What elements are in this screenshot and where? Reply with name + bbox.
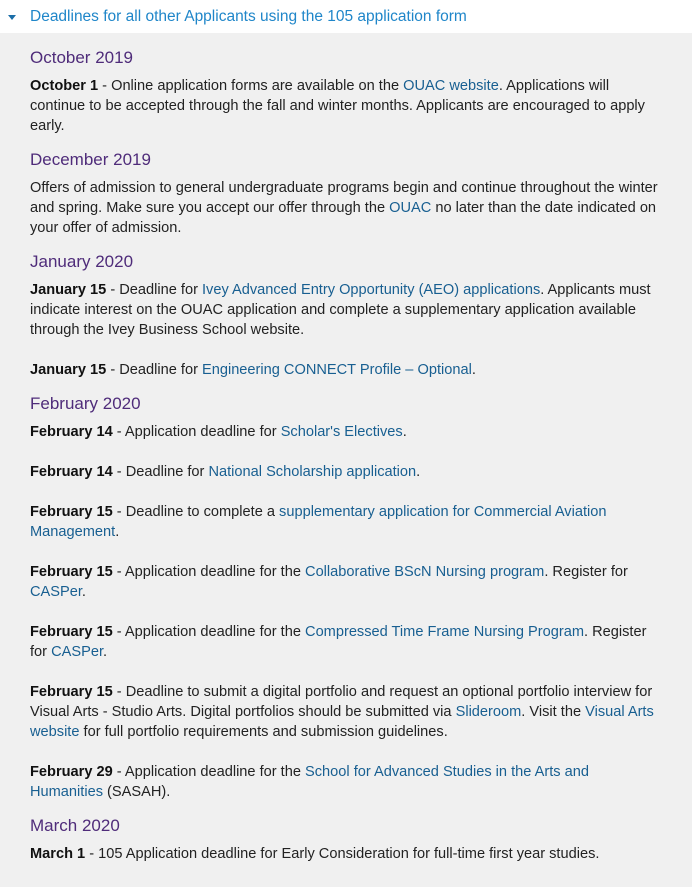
deadline-entry (30, 462, 664, 482)
entry-text: - Online application forms are available on the (98, 78, 404, 94)
deadline-date: February 14 (30, 464, 113, 480)
casper-link[interactable]: CASPer (51, 644, 104, 660)
month-heading: December 2019 (30, 150, 151, 169)
entry-text: - Application deadline for the (112, 624, 306, 640)
deadline-date: March 1 (30, 846, 86, 862)
deadline-date: February 15 (30, 504, 113, 520)
entry-text: . Applications will continue to be accepted through the fall and winter months. Applicants are encouraged to apply early. (30, 78, 645, 134)
deadline-date: February 15 (30, 684, 113, 700)
month-section-february-2020 (30, 393, 664, 802)
month-section-march-2020 (30, 815, 664, 864)
entry-text: - Deadline to submit a digital portfolio and request an optional portfolio interview for Visual Arts - Studio Arts. Digital portfolios should be submitted via (30, 684, 653, 720)
ivey-advanced-entry-opportunity-aeo-applications-link[interactable]: Ivey Advanced Entry Opportunity (AEO) applications (201, 282, 541, 298)
scholar-s-electives-link[interactable]: Scholar's Electives (280, 424, 403, 440)
entry-text: - Deadline to complete a (112, 504, 280, 520)
collaborative-bscn-nursing-program-link[interactable]: Collaborative BScN Nursing program (305, 564, 545, 580)
deadline-entry (30, 562, 664, 602)
entry-text: . Register for (544, 564, 628, 580)
entry-text: . Visit the (521, 704, 586, 720)
accordion-header[interactable] (0, 0, 692, 33)
month-heading: March 2020 (30, 816, 120, 835)
national-scholarship-application-link[interactable]: National Scholarship application (208, 464, 417, 480)
entry-text: - Deadline for (106, 282, 202, 298)
month-section-december-2019 (30, 149, 664, 238)
engineering-connect-profile-optional-link[interactable]: Engineering CONNECT Profile – Optional (201, 362, 472, 378)
entry-text: - Deadline for (112, 464, 209, 480)
entry-text: . (81, 584, 86, 600)
entry-text: . (471, 362, 476, 378)
deadline-date: October 1 (30, 78, 99, 94)
deadline-entry (30, 280, 664, 340)
deadline-date: February 29 (30, 764, 113, 780)
accordion-header-label: Deadlines for all other Applicants using the 105 application form (30, 7, 467, 25)
deadline-entry (30, 502, 664, 542)
entry-text: - Deadline for (106, 362, 202, 378)
month-section-october-2019 (30, 47, 664, 136)
school-for-advanced-studies-in-the-arts-and-humanities-link[interactable]: School for Advanced Studies in the Arts and Humanities (30, 764, 589, 800)
deadlines-panel (0, 33, 692, 887)
deadline-date: February 15 (30, 624, 113, 640)
deadline-date: January 15 (30, 362, 107, 378)
casper-link[interactable]: CASPer (30, 584, 82, 600)
entry-text: . (103, 644, 108, 660)
month-heading: February 2020 (30, 394, 141, 413)
deadline-entry (30, 178, 664, 238)
month-heading: January 2020 (30, 252, 134, 271)
entry-text: - 105 Application deadline for Early Consideration for full-time first year studies. (85, 846, 600, 862)
deadline-entry (30, 622, 664, 662)
ouac-link[interactable]: OUAC (389, 200, 432, 216)
entry-text: no later than the date indicated on your offer of admission. (30, 200, 657, 236)
supplementary-application-for-commercial-aviation-management-link[interactable]: supplementary application for Commercial Aviation Management (30, 504, 607, 540)
entry-text: for full portfolio requirements and submission guidelines. (79, 724, 448, 740)
visual-arts-website-link[interactable]: Visual Arts website (30, 704, 654, 740)
deadline-date: January 15 (30, 282, 107, 298)
deadline-entry (30, 76, 664, 136)
entry-text: . (402, 424, 407, 440)
entry-text: - Application deadline for (112, 424, 281, 440)
deadline-entry (30, 422, 664, 442)
entry-text: - Application deadline for the (112, 564, 306, 580)
caret-down-icon (8, 15, 16, 20)
entry-text: . (115, 524, 120, 540)
entry-text: . (416, 464, 421, 480)
slideroom-link[interactable]: Slideroom (455, 704, 522, 720)
deadline-entry (30, 762, 664, 802)
deadline-entry (30, 682, 664, 742)
ouac-website-link[interactable]: OUAC website (403, 78, 499, 94)
entry-text: . Applicants must indicate interest on the OUAC application and complete a supplementary application available through the Ivey Business School website. (30, 282, 651, 338)
deadline-date: February 14 (30, 424, 113, 440)
entry-text: (SASAH). (103, 784, 171, 800)
deadline-entry (30, 360, 664, 380)
deadline-date: February 15 (30, 564, 113, 580)
entry-text: - Application deadline for the (112, 764, 306, 780)
entry-text: . Register for (30, 624, 647, 660)
month-heading: October 2019 (30, 48, 134, 67)
compressed-time-frame-nursing-program-link[interactable]: Compressed Time Frame Nursing Program (305, 624, 585, 640)
month-section-january-2020 (30, 251, 664, 380)
deadline-entry (30, 844, 664, 864)
entry-text: Offers of admission to general undergraduate programs begin and continue throughout the winter and spring. Make sure you accept our offer through the (30, 180, 658, 216)
